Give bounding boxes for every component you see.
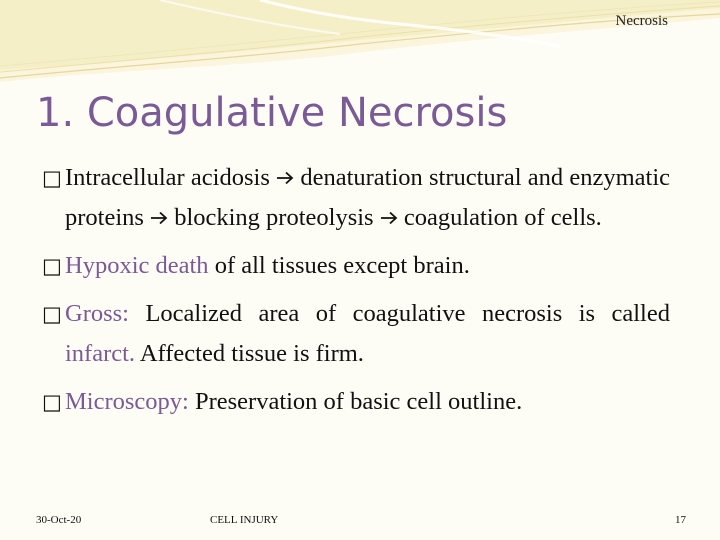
body-text: Localized area of coagulative necrosis is called <box>145 300 670 327</box>
body-text: blocking proteolysis <box>168 204 380 231</box>
body-text: of all tissues except brain. <box>208 252 470 279</box>
square-bullet-icon: □ <box>42 254 62 278</box>
bullet-paragraph <box>42 158 670 238</box>
body-text: coagulation of cells. <box>397 204 602 231</box>
highlighted-term: Gross: <box>65 300 146 327</box>
bullet-paragraph <box>42 246 670 286</box>
body-text: denaturation structural and enzymatic proteins <box>65 164 671 231</box>
highlighted-term: Hypoxic death <box>65 252 209 279</box>
arrow-right-icon <box>276 171 294 185</box>
bullet-paragraph <box>42 382 670 422</box>
body-text: Affected tissue is firm. <box>135 340 364 367</box>
slide-title: 1. Coagulative Necrosis <box>36 90 508 136</box>
footer-section: CELL INJURY <box>210 514 279 526</box>
footer-page-number: 17 <box>675 514 686 526</box>
square-bullet-icon: □ <box>42 390 62 414</box>
square-bullet-icon: □ <box>42 302 62 326</box>
arrow-right-icon <box>380 211 398 225</box>
bullet-paragraph <box>42 294 670 374</box>
body-text: Intracellular acidosis <box>65 164 277 191</box>
square-bullet-icon: □ <box>42 166 62 190</box>
highlighted-term: Microscopy: <box>65 388 189 415</box>
highlighted-term: infarct. <box>65 340 136 367</box>
footer-date: 30-Oct-20 <box>36 514 82 526</box>
header-label: Necrosis <box>615 13 668 29</box>
arrow-right-icon <box>150 211 168 225</box>
header-wave-decoration <box>0 0 720 100</box>
slide-body <box>42 158 670 430</box>
body-text: Preservation of basic cell outline. <box>188 388 523 415</box>
